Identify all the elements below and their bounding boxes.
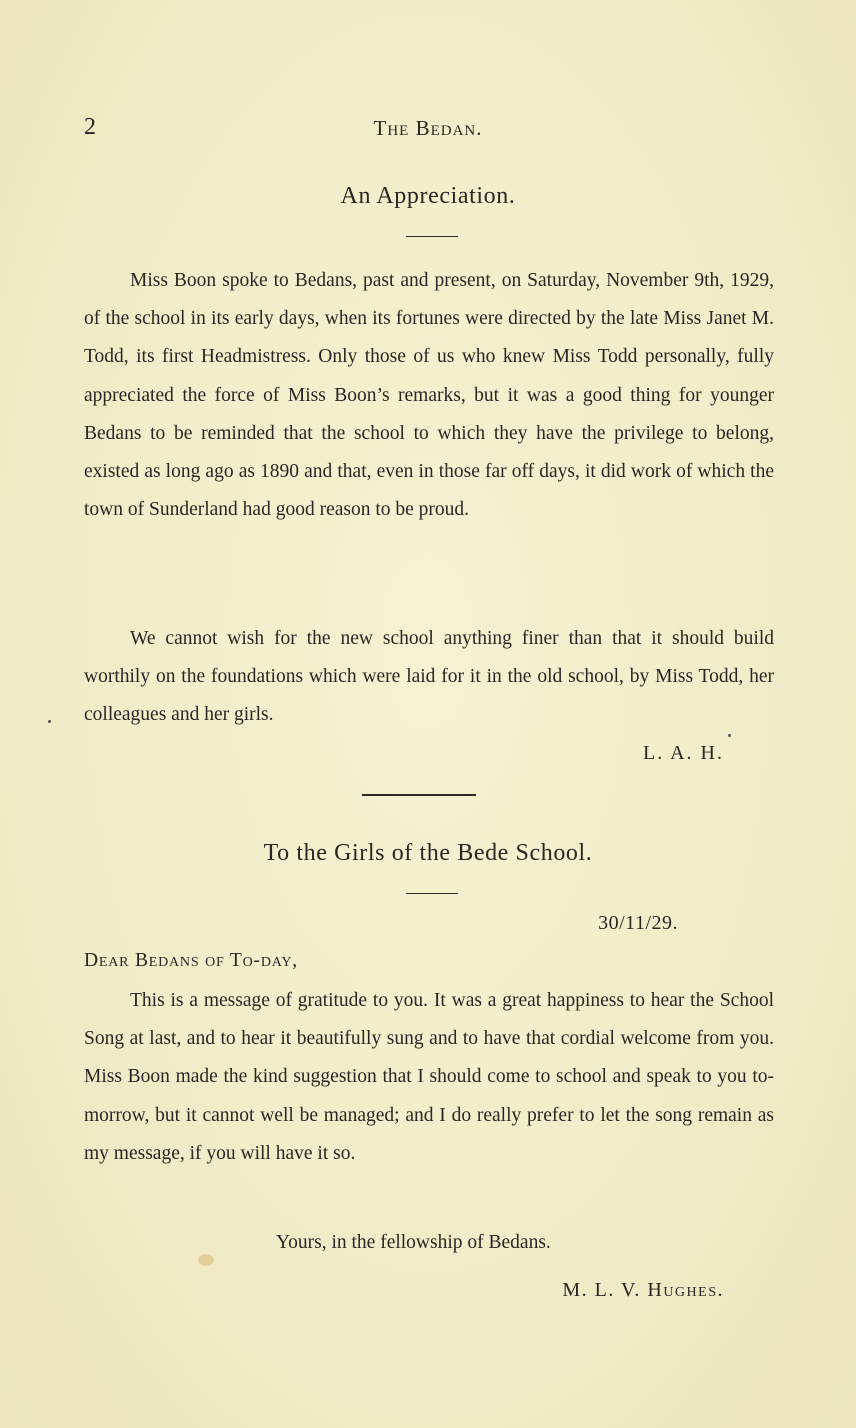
- letter-closing: Yours, in the fellowship of Bedans.: [276, 1232, 551, 1253]
- title-divider: [406, 236, 458, 237]
- appreciation-paragraph-1: Miss Boon spoke to Bedans, past and present, on Saturday, November 9th, 1929, of the school in its early days, when its fortunes were directed by the late Miss Janet M. Todd, its first Headmistress. Only those of us who knew Miss Todd personally, fully appreciated the force of Miss Boon’s remarks, but it was a good thing for younger Bedans to be reminded that the school to which they have the privilege to belong, existed as long ago as 1890 and that, even in those far off days, it did work of which the town of Sunderland had good reason to be proud.: [84, 270, 774, 521]
- paper-stain: [198, 1254, 214, 1266]
- appreciation-paragraph-2: We cannot wish for the new school anything finer than that it should build worthily on the foundations which were laid for it in the old school, by Miss Todd, her colleagues and her girls.: [84, 628, 774, 726]
- title-divider: [406, 893, 458, 894]
- paper-speck: [48, 720, 51, 723]
- letter-date: 30/11/29.: [598, 912, 678, 934]
- section-divider: [362, 794, 476, 796]
- page-number: 2: [84, 114, 96, 140]
- letter-salutation: Dear Bedans of To-day,: [84, 950, 298, 971]
- running-title: The Bedan.: [373, 116, 483, 140]
- letter-signature: M. L. V. Hughes.: [562, 1279, 724, 1301]
- letter-body: This is a message of gratitude to you. It was a great happiness to hear the School Song at last, and to hear it beautifully sung and to have that cordial welcome from you. Miss Boon made the kind suggestion that I should come to school and speak to you to-morrow, but it cannot well be managed; and I do really prefer to let the song remain as my message, if you will have it so.: [84, 990, 774, 1164]
- letter-title: To the Girls of the Bede School.: [263, 840, 593, 866]
- appreciation-title: An Appreciation.: [340, 183, 516, 209]
- paper-speck: [728, 734, 731, 737]
- appreciation-signature: L. A. H.: [643, 742, 724, 764]
